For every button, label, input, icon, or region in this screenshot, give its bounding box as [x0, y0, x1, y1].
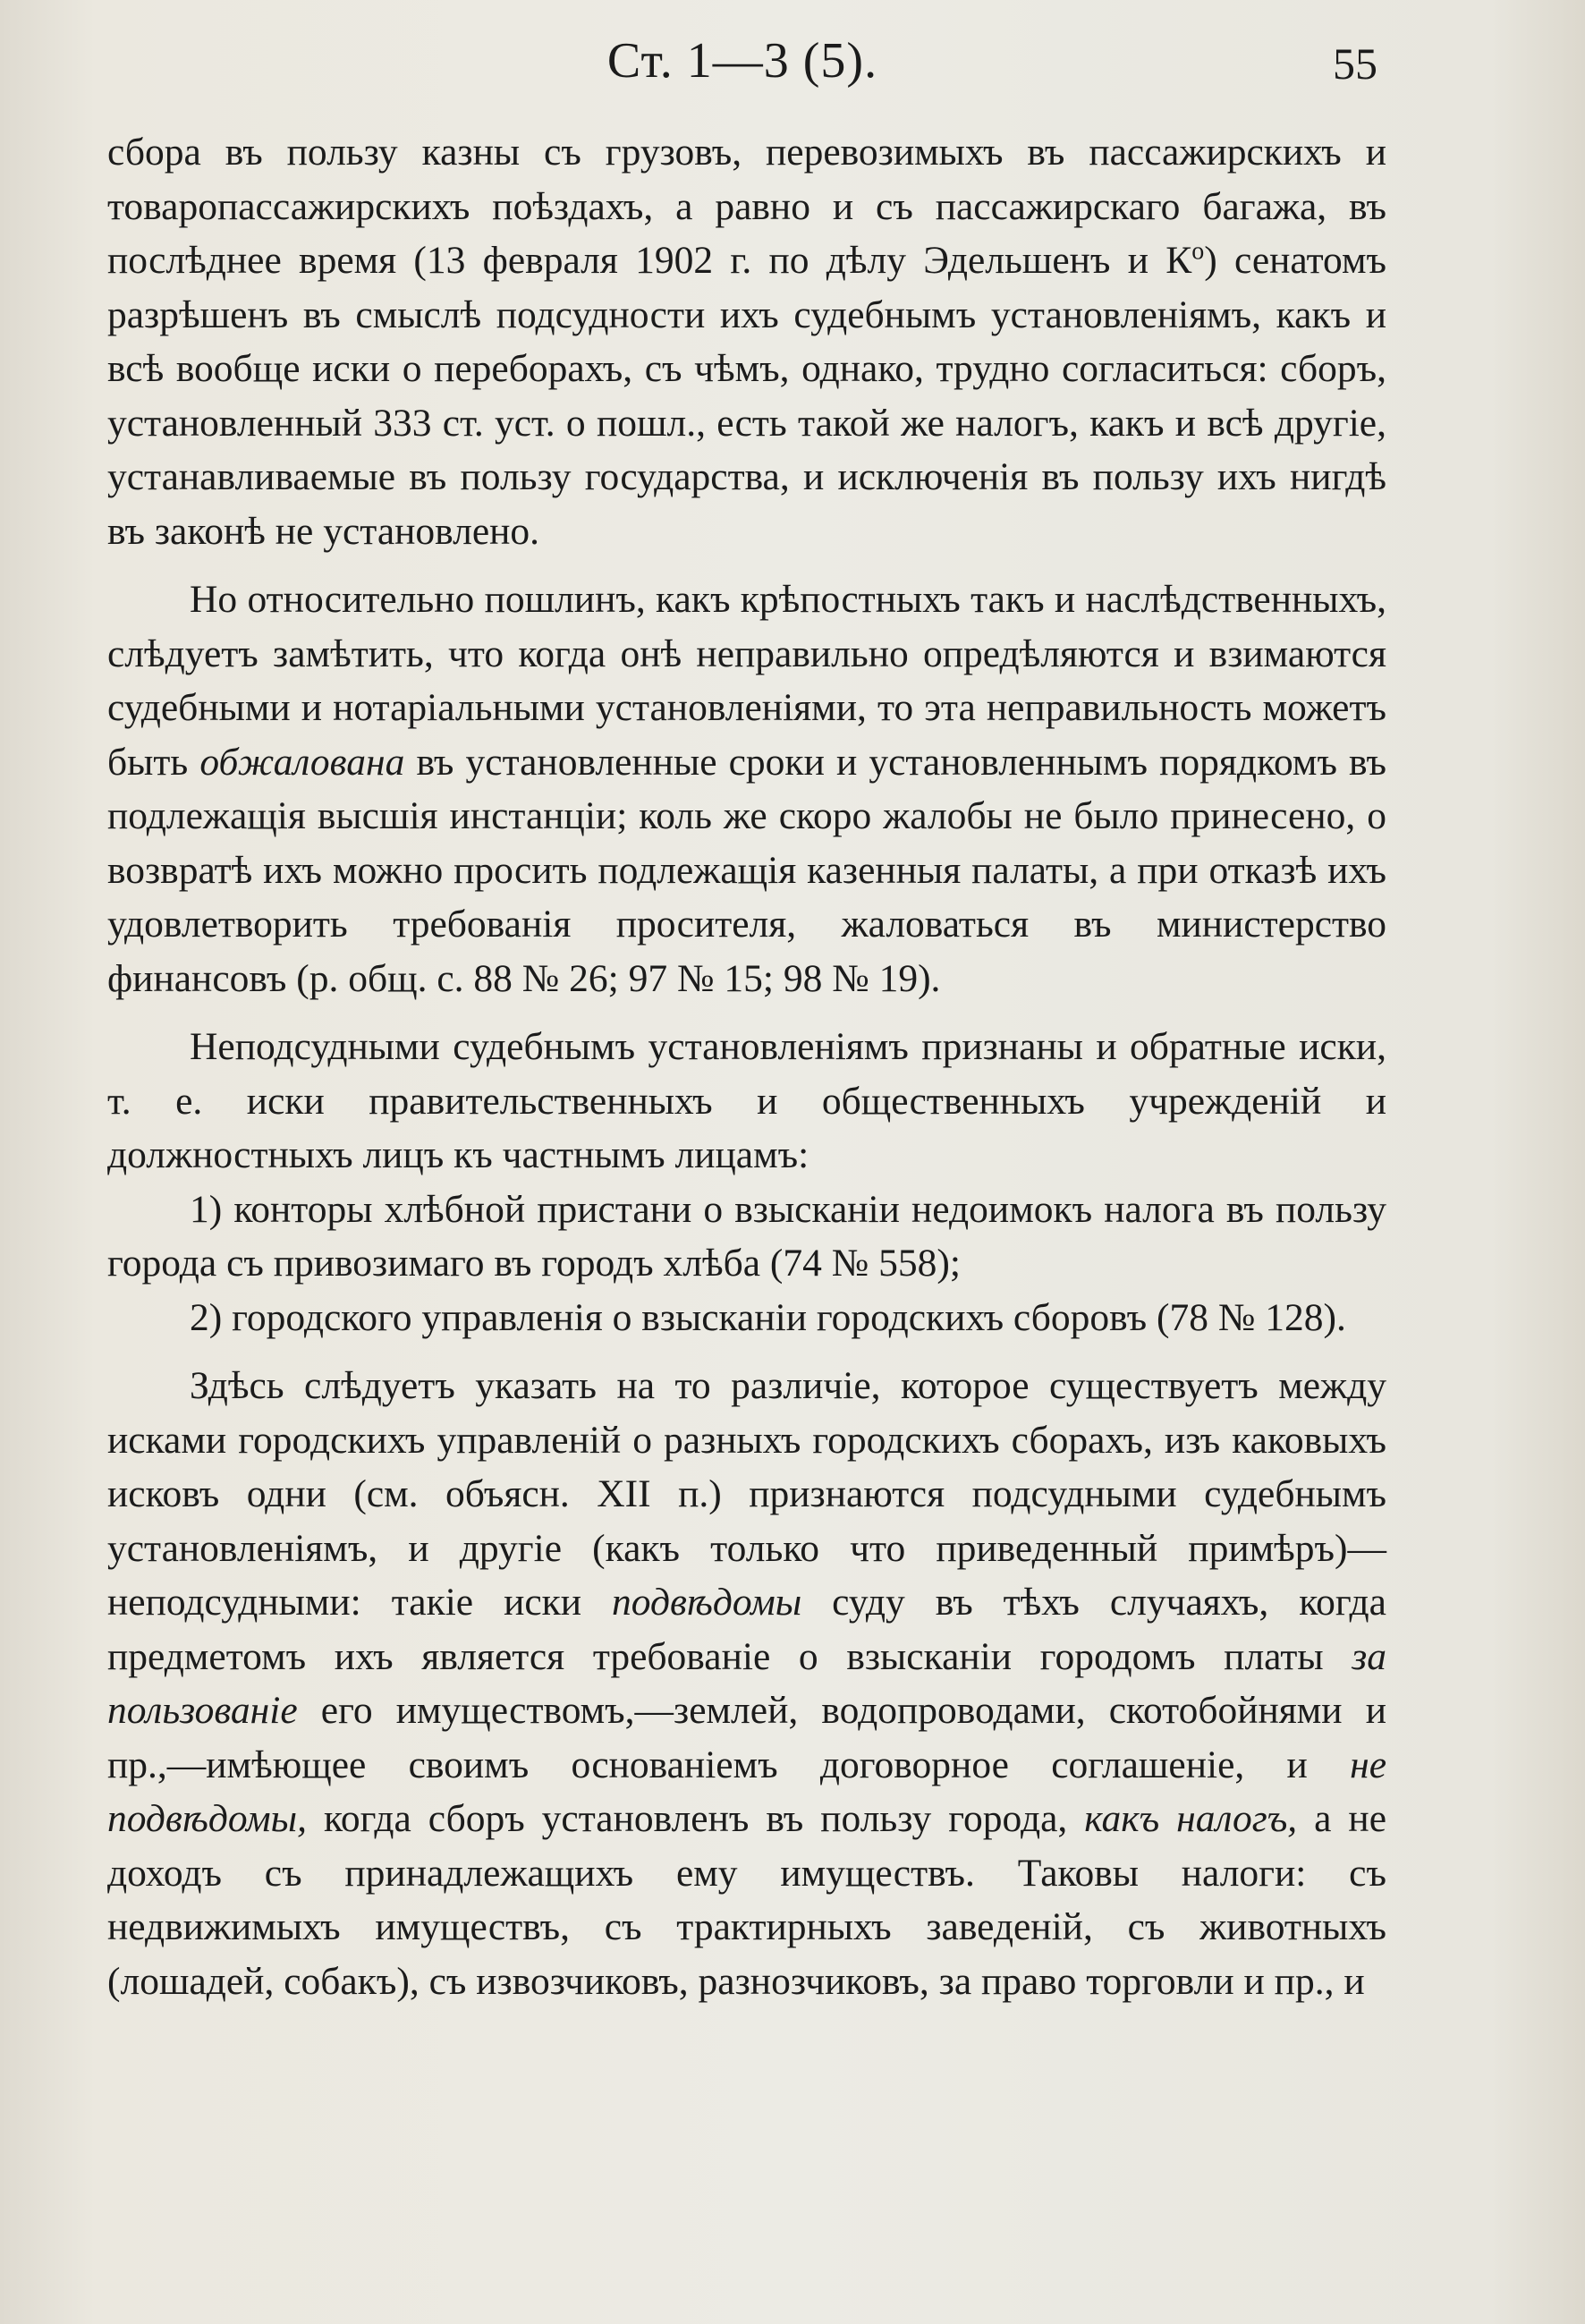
- list-item-1: [107, 1183, 1386, 1291]
- page-number: 55: [1333, 38, 1377, 89]
- superscript-text: о: [1191, 237, 1205, 266]
- text-run: Здѣсь слѣдуетъ указать на то различіе, которое существуетъ между исками городскихъ управленій о разныхъ городскихъ сборахъ, изъ каковыхъ исковъ одни (см. объясн. XII п.) признаются подсудными судебнымъ установленіямъ, и другіе (какъ только что приведенный примѣръ)—неподсудными: такіе иски: [107, 1364, 1386, 1624]
- italic-text: какъ налогъ,: [1084, 1797, 1298, 1840]
- text-run: суду въ тѣхъ случаяхъ, когда предметомъ ихъ является требованіе о взысканіи городомъ платы: [107, 1581, 1386, 1678]
- italic-text: не подвѣдомы,: [107, 1743, 1386, 1840]
- paragraph-1: [107, 125, 1386, 558]
- text-run: его имуществомъ,—землей, водопроводами, скотобойнями и пр.,—имѣющее своимъ основаніемъ договорное соглашеніе, и: [107, 1689, 1386, 1786]
- text-run: 1) конторы хлѣбной пристани о взысканіи недоимокъ налога въ пользу города съ привозимаго въ городъ хлѣба (74 № 558);: [107, 1187, 1386, 1285]
- italic-text: обжалована: [199, 740, 405, 784]
- list-item-2: [107, 1291, 1386, 1345]
- text-run: когда сборъ установленъ въ пользу города,: [307, 1797, 1085, 1840]
- text-run: а не доходъ съ принадлежащихъ ему имуществъ. Таковы налоги: съ недвижимыхъ имуществъ, съ трактирныхъ заведеній, съ животныхъ (лошадей, собакъ), съ извозчиковъ, разнозчиковъ, за право торговли и пр., и: [107, 1797, 1387, 2003]
- paragraph-4: [107, 1359, 1386, 2008]
- paragraph-2: [107, 573, 1386, 1005]
- text-run: въ установленные сроки и установленнымъ порядкомъ въ подлежащія высшія инстанціи; коль же скоро жалобы не было принесено, о возвратѣ ихъ можно просить подлежащія казенныя палаты, а при отказѣ ихъ удовлетворить требованія просителя, жаловаться въ министерство финансовъ (р. общ. с. 88 № 26; 97 № 15; 98 № 19).: [107, 740, 1386, 1000]
- italic-text: за пользованіе: [107, 1634, 1386, 1732]
- italic-text: подвѣдомы: [612, 1581, 802, 1624]
- text-run: Неподсудными судебнымъ установленіямъ признаны и обратные иски, т. е. иски правительственныхъ и общественныхъ учрежденій и должностныхъ лицъ къ частнымъ лицамъ:: [107, 1025, 1386, 1176]
- page-body: [107, 125, 1386, 2008]
- text-run: 2) городского управленія о взысканіи городскихъ сборовъ (78 № 128).: [190, 1295, 1346, 1339]
- page-header: [107, 25, 1377, 106]
- paragraph-3: [107, 1020, 1386, 1183]
- running-title: Ст. 1—3 (5).: [606, 33, 878, 89]
- text-run: сбора въ пользу казны съ грузовъ, перевозимыхъ въ пассажирскихъ и товаропассажирскихъ поѣздахъ, а равно и съ пассажирскаго багажа, въ послѣднее время (13 февраля 1902 г. по дѣлу Эдельшенъ и К: [107, 131, 1386, 282]
- text-run: ) сенатомъ разрѣшенъ въ смыслѣ подсудности ихъ судебнымъ установленіямъ, какъ и всѣ вообще иски о переборахъ, съ чѣмъ, однако, трудно согласиться: сборъ, установленный 333 ст. уст. о пошл., есть такой же налогъ, какъ и всѣ другіе, устанавливаемые въ пользу государства, и исключенія въ пользу ихъ нигдѣ въ законѣ не установлено.: [107, 239, 1386, 553]
- text-run: Но относительно пошлинъ, какъ крѣпостныхъ такъ и наслѣдственныхъ, слѣдуетъ замѣтить, что когда онѣ неправильно опредѣляются и взимаются судебными и нотаріальными установленіями, то эта неправильность можетъ быть: [107, 578, 1386, 784]
